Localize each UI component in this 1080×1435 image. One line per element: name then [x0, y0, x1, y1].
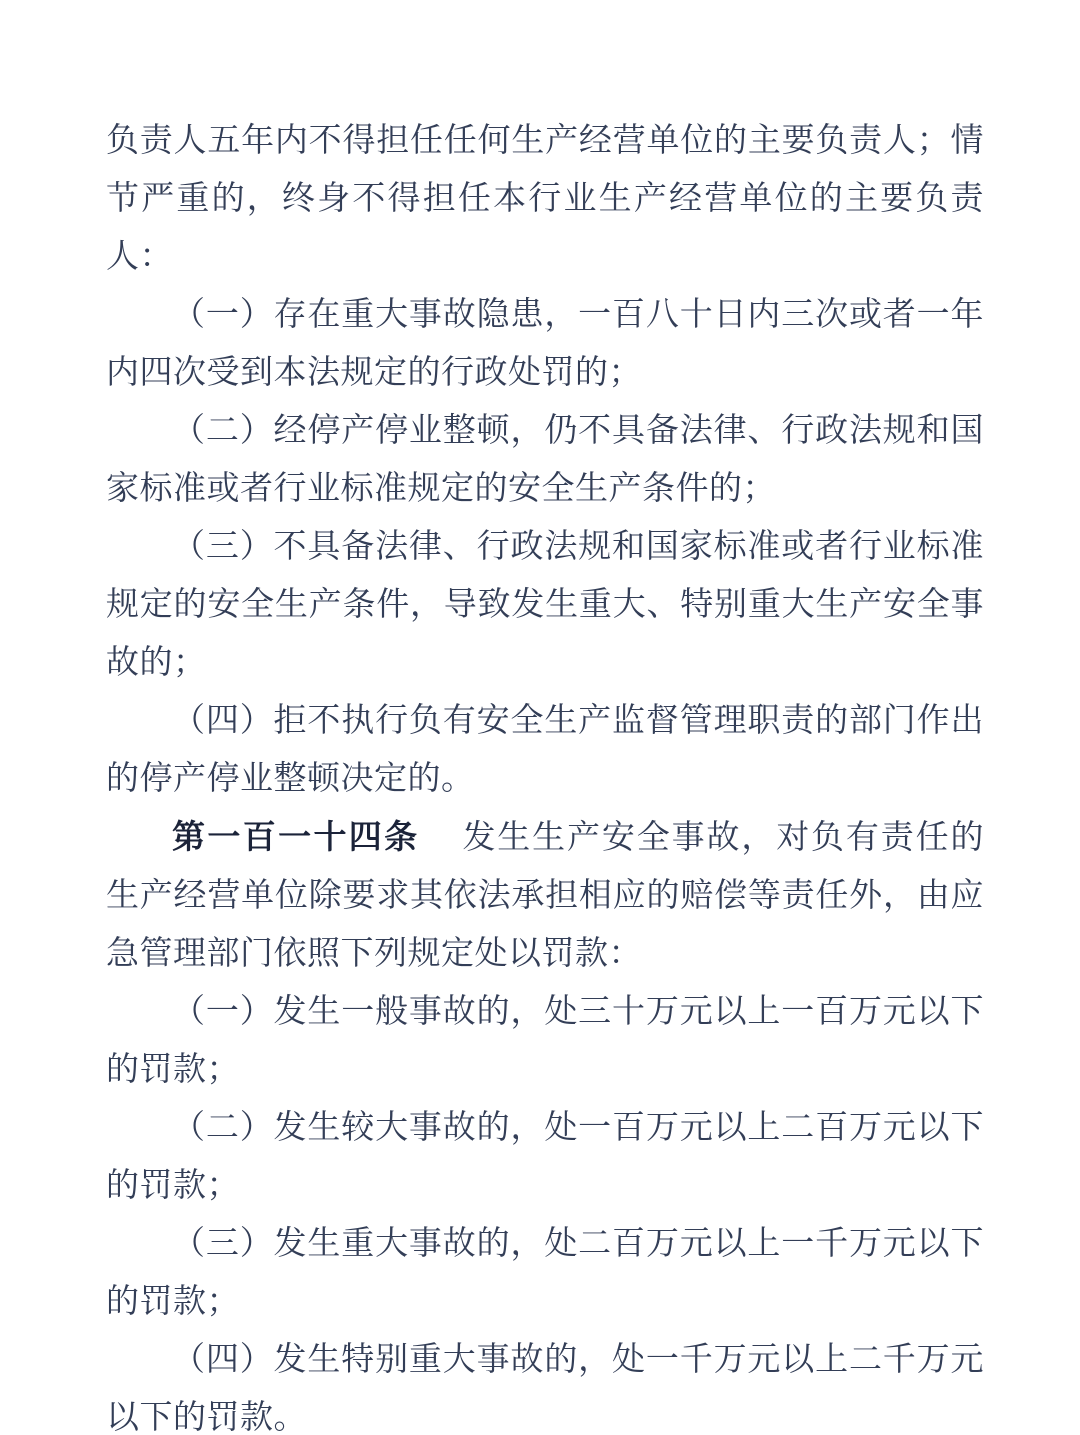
paragraph-text: （三）发生重大事故的，处二百万元以上一千万元以下的罚款； — [106, 1226, 984, 1320]
paragraph-4 — [106, 518, 984, 692]
paragraph-5 — [106, 692, 984, 808]
legal-text-block — [106, 112, 984, 1435]
paragraph-8 — [106, 1099, 984, 1215]
paragraph-text: （一）存在重大事故隐患，一百八十日内三次或者一年内四次受到本法规定的行政处罚的； — [106, 297, 984, 391]
paragraph-text: （二）发生较大事故的，处一百万元以上二百万元以下的罚款； — [106, 1110, 984, 1204]
paragraph-text: （二）经停产停业整顿，仍不具备法律、行政法规和国家标准或者行业标准规定的安全生产条件的； — [106, 413, 984, 507]
paragraph-text: 发生生产安全事故，对负有责任的生产经营单位除要求其依法承担相应的赔偿等责任外，由应急管理部门依照下列规定处以罚款： — [106, 820, 985, 972]
paragraph-6 — [106, 808, 984, 983]
paragraph-9 — [106, 1215, 984, 1331]
paragraph-3 — [106, 402, 984, 518]
article-number-heading: 第一百一十四条 — [172, 818, 420, 855]
paragraph-text: （四）发生特别重大事故的，处一千万元以上二千万元以下的罚款。 — [106, 1342, 984, 1435]
paragraph-10 — [106, 1331, 984, 1435]
paragraph-1 — [106, 112, 984, 286]
paragraph-2 — [106, 286, 984, 402]
paragraph-7 — [106, 983, 984, 1099]
paragraph-text: （一）发生一般事故的，处三十万元以上一百万元以下的罚款； — [106, 994, 984, 1088]
paragraph-text: 负责人五年内不得担任任何生产经营单位的主要负责人；情节严重的，终身不得担任本行业生产经营单位的主要负责人： — [106, 123, 984, 275]
paragraph-text: （三）不具备法律、行政法规和国家标准或者行业标准规定的安全生产条件，导致发生重大、特别重大生产安全事故的； — [106, 529, 984, 681]
paragraph-text: （四）拒不执行负有安全生产监督管理职责的部门作出的停产停业整顿决定的。 — [106, 703, 984, 797]
